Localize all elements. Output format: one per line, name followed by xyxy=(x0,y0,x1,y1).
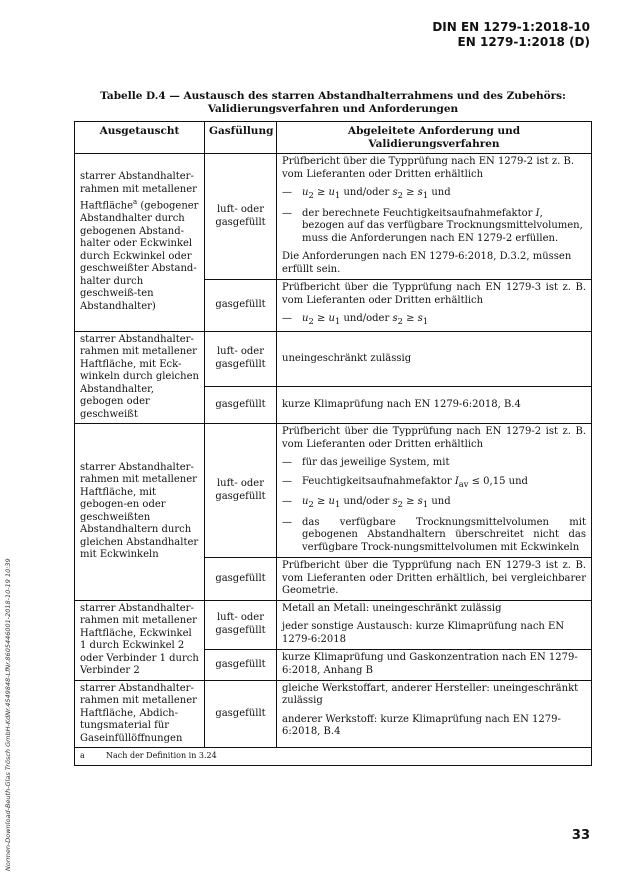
header-ausgetauscht: Ausgetauscht xyxy=(75,122,205,154)
paragraph: Prüfbericht über die Typprüfung nach EN 1279-3 ist z. B. vom Lieferanten oder Dritten erhältlich xyxy=(282,282,586,306)
paragraph: anderer Werkstoff: kurze Klimaprüfung nach EN 1279-6:2018, B.4 xyxy=(282,713,561,737)
sub: 2 xyxy=(308,316,314,326)
cell-gasfuellung: luft- oder gasgefüllt xyxy=(205,331,277,387)
text: , bezogen auf das verfügbare Trocknungsmittelvolumen, muss die Anforderungen nach EN 1279-2 erfüllen. xyxy=(302,207,583,244)
cell-anforderung xyxy=(277,600,592,650)
var: u xyxy=(302,496,309,507)
text: der berechnete Feuchtigkeitsaufnahmefaktor xyxy=(302,207,533,219)
word: und/oder xyxy=(343,313,390,324)
paragraph: Metall an Metall: uneingeschränkt zulässig xyxy=(282,602,502,614)
header-gasfuellung: Gasfüllung xyxy=(205,122,277,154)
cell-gasfuellung: gasgefüllt xyxy=(205,280,277,332)
cell-anforderung: uneingeschränkt zulässig xyxy=(277,331,592,387)
formula xyxy=(302,313,586,328)
cell-text: starrer Abstandhalter-rahmen mit metallener Haftfläche xyxy=(80,171,197,212)
var: s xyxy=(417,496,423,507)
footnote-text: Nach der Definition in 3.24 xyxy=(106,751,217,760)
dash-text: das verfügbare Trocknungsmittelvolumen mit gebogenen Abstandhaltern überschreitet nicht das verfügbare Trock-nungsmittelvolumen mit Eckwinkeln xyxy=(302,516,586,553)
dash-item xyxy=(282,517,586,555)
cell-ausgetauscht: starrer Abstandhalter-rahmen mit metallener Haftfläche, mit Eck-winkeln durch gleichen Abstandhalter, gebogen oder geschweißt xyxy=(75,331,205,424)
formula xyxy=(302,187,586,202)
table-row xyxy=(75,680,592,748)
dash-item xyxy=(282,496,586,511)
cell-ausgetauscht: starrer Abstandhalter-rahmen mit metallener Haftfläche, Eckwinkel 1 durch Eckwinkel 2 oder Verbinder 1 durch Verbinder 2 xyxy=(75,600,205,680)
paragraph: Prüfbericht über die Typprüfung nach EN 1279-2 ist z. B. vom Lieferanten oder Dritten erhältlich xyxy=(282,156,575,180)
paragraph: Prüfbericht über die Typprüfung nach EN 1279-2 ist z. B. vom Lieferanten oder Dritten erhältlich xyxy=(282,426,586,450)
dash-mark: — xyxy=(282,516,292,528)
table-row xyxy=(75,424,592,558)
table-row xyxy=(75,600,592,650)
sub: 1 xyxy=(422,499,429,509)
dash-item xyxy=(282,208,586,246)
cell-anforderung: kurze Klimaprüfung nach EN 1279-6:2018, B.4 xyxy=(277,387,592,424)
word: und xyxy=(431,496,451,507)
table-footnote-row xyxy=(75,748,592,766)
sub: 1 xyxy=(334,316,341,326)
cell-gasfuellung: gasgefüllt xyxy=(205,558,277,601)
page-number: 33 xyxy=(571,828,590,843)
word: und/oder xyxy=(343,496,390,507)
header-anforderung: Abgeleitete Anforderung und Validierungsverfahren xyxy=(277,122,592,154)
table-row xyxy=(75,331,592,387)
dash-mark: — xyxy=(282,457,292,468)
cell-gasfuellung: luft- oder gasgefüllt xyxy=(205,600,277,650)
var: s xyxy=(417,313,423,324)
sub: 1 xyxy=(422,316,429,326)
table-row xyxy=(75,154,592,280)
var: s xyxy=(392,187,398,198)
caption-line-2: Validierungsverfahren und Anforderungen xyxy=(207,103,459,115)
sub: 2 xyxy=(308,190,314,200)
sub: 2 xyxy=(308,499,314,509)
dash-mark: — xyxy=(282,207,292,219)
dash-mark: — xyxy=(282,187,292,198)
cell-gasfuellung: gasgefüllt xyxy=(205,650,277,680)
cell-ausgetauscht: starrer Abstandhalter-rahmen mit metallener Haftfläche, Abdich-tungsmaterial für Gaseinfüllöffnungen xyxy=(75,680,205,748)
cell-ausgetauscht: starrer Abstandhalter-rahmen mit metallener Haftfläche, mit gebogen-en oder geschweißten Abstandhaltern durch gleichen Abstandhalter mit Eckwinkeln xyxy=(75,424,205,601)
sub: 2 xyxy=(397,316,403,326)
dash-mark: — xyxy=(282,496,292,507)
dash-text xyxy=(302,208,586,246)
sub: av xyxy=(458,478,469,489)
var: s xyxy=(417,187,423,198)
table-header-row xyxy=(75,122,592,154)
cell-anforderung: kurze Klimaprüfung und Gaskonzentration nach EN 1279-6:2018, Anhang B xyxy=(277,650,592,680)
cell-text: (gebogener Abstandhalter durch gebogenen Abstand-halter oder Eckwinkel durch Eckwinkel oder geschweißter Abstand-halter durch geschweiß-ten Abstandhalter) xyxy=(80,200,199,312)
paragraph: gleiche Werkstoffart, anderer Hersteller: uneingeschränkt zulässig xyxy=(282,682,579,706)
text: Feuchtigkeitsaufnahmefaktor xyxy=(302,475,452,487)
var: I xyxy=(454,475,459,487)
word: und/oder xyxy=(343,187,390,198)
var: s xyxy=(392,496,398,507)
var: u xyxy=(302,313,309,324)
dash-mark: — xyxy=(282,313,292,324)
sub: 1 xyxy=(422,190,429,200)
footnote-marker: a xyxy=(133,198,138,207)
dash-text: für das jeweilige System, mit xyxy=(302,457,450,468)
dash-item xyxy=(282,187,586,202)
var: u xyxy=(328,313,335,324)
var: u xyxy=(328,496,335,507)
var: u xyxy=(302,187,309,198)
caption-line-1: Tabelle D.4 — Austausch des starren Abstandhalterrahmens und des Zubehörs: xyxy=(100,90,566,102)
word: und xyxy=(431,187,451,198)
sub: 1 xyxy=(334,190,341,200)
op: ≥ xyxy=(316,187,326,198)
table-footnote xyxy=(75,748,592,766)
op: ≥ xyxy=(316,496,326,507)
formula xyxy=(302,496,586,511)
paragraph: Die Anforderungen nach EN 1279-6:2018, D.3.2, müssen erfüllt sein. xyxy=(282,251,572,275)
dash-item xyxy=(282,476,586,491)
var: s xyxy=(392,313,398,324)
document-header xyxy=(432,20,590,50)
dash-text xyxy=(302,476,586,491)
cell-gasfuellung: luft- oder gasgefüllt xyxy=(205,424,277,558)
sub: 2 xyxy=(397,190,403,200)
standard-id: DIN EN 1279-1:2018-10 xyxy=(432,20,590,34)
op: ≥ xyxy=(316,313,326,324)
cell-anforderung xyxy=(277,424,592,558)
requirements-table xyxy=(74,121,592,766)
paragraph: jeder sonstige Austausch: kurze Klimaprüfung nach EN 1279-6:2018 xyxy=(282,621,565,645)
cell-anforderung xyxy=(277,280,592,332)
dash-item xyxy=(282,457,586,470)
op: ≥ xyxy=(406,313,415,324)
var: I xyxy=(535,207,540,219)
download-watermark: Normen-Download-Beuth-Glas Trösch GmbH-KdNr.4549848-LfNr.8605446001-2018-10-19 10:39 xyxy=(4,558,12,871)
cell-gasfuellung: gasgefüllt xyxy=(205,387,277,424)
var: u xyxy=(328,187,335,198)
text: ≤ 0,15 und xyxy=(471,475,528,487)
sub: 2 xyxy=(397,499,403,509)
sub: 1 xyxy=(334,499,341,509)
footnote-mark: a xyxy=(80,751,85,760)
cell-anforderung xyxy=(277,154,592,280)
op: ≥ xyxy=(406,496,415,507)
cell-anforderung xyxy=(277,680,592,748)
dash-mark: — xyxy=(282,475,292,487)
cell-anforderung: Prüfbericht über die Typprüfung nach EN 1279-3 ist z. B. vom Lieferanten oder Dritten erhältlich, bei vergleichbarer Geometrie. xyxy=(277,558,592,601)
op: ≥ xyxy=(406,187,415,198)
dash-item xyxy=(282,313,586,328)
standard-sub-id: EN 1279-1:2018 (D) xyxy=(457,35,590,49)
cell-ausgetauscht xyxy=(75,154,205,332)
table-caption xyxy=(74,90,592,116)
cell-gasfuellung: gasgefüllt xyxy=(205,680,277,748)
cell-gasfuellung: luft- oder gasgefüllt xyxy=(205,154,277,280)
